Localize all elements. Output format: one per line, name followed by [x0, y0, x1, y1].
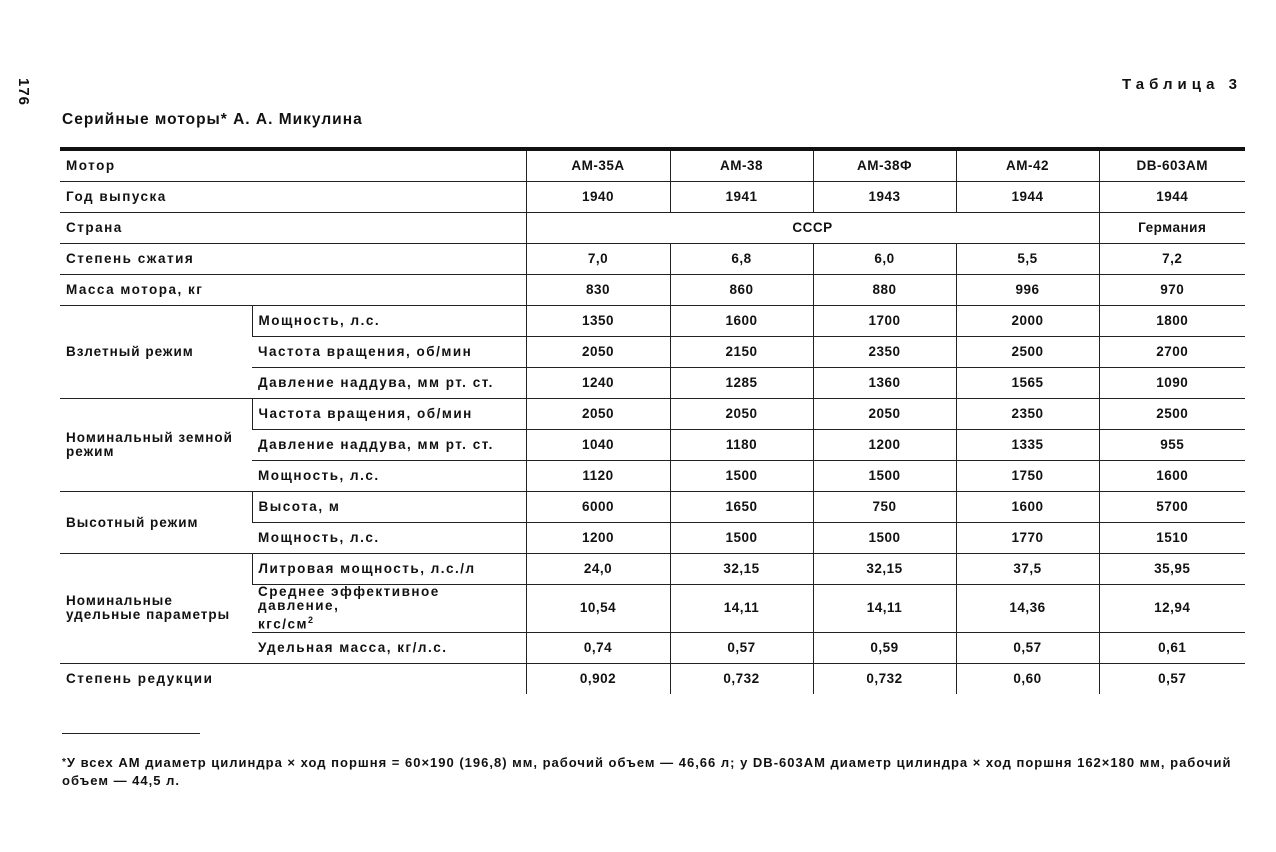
row-label: Частота вращения, об/мин [252, 337, 526, 368]
cell: 24,0 [526, 554, 670, 585]
cell: 2500 [1099, 399, 1245, 430]
cell: 2350 [956, 399, 1099, 430]
cell-country-ussr: СССР [526, 213, 1099, 244]
row-label: Степень редукции [66, 670, 214, 686]
cell: 37,5 [956, 554, 1099, 585]
cell: 1500 [670, 461, 813, 492]
cell: 1120 [526, 461, 670, 492]
table-row [60, 275, 1245, 306]
cell: 2150 [670, 337, 813, 368]
table-row [60, 182, 1245, 213]
header-engine: АМ-38Ф [813, 149, 956, 182]
cell: 32,15 [670, 554, 813, 585]
cell: 830 [526, 275, 670, 306]
row-label: Страна [60, 213, 526, 244]
cell: 1500 [813, 461, 956, 492]
cell: 750 [813, 492, 956, 523]
row-label: Высота, м [252, 492, 526, 523]
cell: 1600 [670, 306, 813, 337]
cell: 2050 [670, 399, 813, 430]
cell: 1941 [670, 182, 813, 213]
cell: 1940 [526, 182, 670, 213]
row-label-mep [252, 585, 526, 633]
cell: 0,732 [670, 663, 813, 694]
cell: 7,2 [1099, 244, 1245, 275]
cell: 14,36 [956, 585, 1099, 633]
cell: 1360 [813, 368, 956, 399]
cell: 0,59 [813, 632, 956, 663]
cell: 2700 [1099, 337, 1245, 368]
cell: 2350 [813, 337, 956, 368]
cell: 860 [670, 275, 813, 306]
cell: 970 [1099, 275, 1245, 306]
header-row [60, 149, 1245, 182]
cell: 14,11 [813, 585, 956, 633]
cell: 0,57 [670, 632, 813, 663]
cell: 1770 [956, 523, 1099, 554]
header-engine: АМ-35А [526, 149, 670, 182]
cell: 7,0 [526, 244, 670, 275]
cell: 1040 [526, 430, 670, 461]
header-motor: Мотор [60, 149, 526, 182]
cell: 2050 [526, 337, 670, 368]
row-label: Степень сжатия [60, 244, 526, 275]
group-label: Номинальный земной режим [60, 399, 252, 492]
cell: 0,732 [813, 663, 956, 694]
row-label: Мощность, л.с. [252, 306, 526, 337]
cell: 0,60 [956, 663, 1099, 694]
cell: 2050 [813, 399, 956, 430]
cell: 1943 [813, 182, 956, 213]
cell: 32,15 [813, 554, 956, 585]
cell: 5700 [1099, 492, 1245, 523]
cell: 1285 [670, 368, 813, 399]
cell: 1944 [1099, 182, 1245, 213]
cell: 880 [813, 275, 956, 306]
footnote-mark: * [62, 757, 67, 768]
cell: 2050 [526, 399, 670, 430]
table-row [60, 663, 1245, 694]
cell-country-germany: Германия [1099, 213, 1245, 244]
footnote [62, 754, 1247, 790]
cell: 5,5 [956, 244, 1099, 275]
cell: 1335 [956, 430, 1099, 461]
table-row [60, 492, 1245, 523]
row-label: Мощность, л.с. [252, 523, 526, 554]
row-label: Частота вращения, об/мин [252, 399, 526, 430]
cell: 1180 [670, 430, 813, 461]
mep-label: Среднее эффективное давление, [258, 584, 440, 613]
row-label: Литровая мощность, л.с./л [252, 554, 526, 585]
cell: 1750 [956, 461, 1099, 492]
table-row [60, 306, 1245, 337]
cell: 1090 [1099, 368, 1245, 399]
engines-table [60, 147, 1245, 694]
cell: 14,11 [670, 585, 813, 633]
cell: 2500 [956, 337, 1099, 368]
table-row [60, 554, 1245, 585]
cell: 1350 [526, 306, 670, 337]
page-number: 176 [15, 78, 32, 107]
group-label: Номинальные удельные параметры [60, 554, 252, 664]
cell: 1565 [956, 368, 1099, 399]
table-row [60, 213, 1245, 244]
cell: 10,54 [526, 585, 670, 633]
header-engine: DB-603АМ [1099, 149, 1245, 182]
header-engine: АМ-38 [670, 149, 813, 182]
cell: 0,57 [956, 632, 1099, 663]
cell: 0,902 [526, 663, 670, 694]
table-label: Таблица 3 [1121, 76, 1242, 93]
footnote-text: У всех АМ диаметр цилиндра × ход поршня = 60×190 (196,8) мм, рабочий объем — 46,66 л; у DB-603АМ диаметр цилиндра × ход поршня 162×180 мм, рабочий объем — 44,5 л. [62, 755, 1232, 788]
footnote-divider [62, 733, 200, 734]
cell: 1800 [1099, 306, 1245, 337]
group-label: Взлетный режим [60, 306, 252, 399]
row-label: Мощность, л.с. [252, 461, 526, 492]
table-title: Серийные моторы* А. А. Микулина [62, 111, 363, 128]
cell: 6,8 [670, 244, 813, 275]
cell: 1600 [956, 492, 1099, 523]
row-label: Удельная масса, кг/л.с. [252, 632, 526, 663]
row-label: Давление наддува, мм рт. ст. [252, 430, 526, 461]
table-row [60, 399, 1245, 430]
cell: 1240 [526, 368, 670, 399]
cell: 1944 [956, 182, 1099, 213]
cell: 955 [1099, 430, 1245, 461]
cell: 996 [956, 275, 1099, 306]
row-label: Масса мотора, кг [60, 275, 526, 306]
cell: 6,0 [813, 244, 956, 275]
cell: 2000 [956, 306, 1099, 337]
cell: 1650 [670, 492, 813, 523]
cell: 1700 [813, 306, 956, 337]
cell: 1200 [526, 523, 670, 554]
cell: 1200 [813, 430, 956, 461]
cell: 1600 [1099, 461, 1245, 492]
table-row [60, 244, 1245, 275]
cell: 1500 [670, 523, 813, 554]
cell: 35,95 [1099, 554, 1245, 585]
row-label: Давление наддува, мм рт. ст. [252, 368, 526, 399]
header-engine: АМ-42 [956, 149, 1099, 182]
cell: 0,57 [1099, 663, 1245, 694]
cell: 0,61 [1099, 632, 1245, 663]
cell: 0,74 [526, 632, 670, 663]
cell: 1500 [813, 523, 956, 554]
cell: 12,94 [1099, 585, 1245, 633]
group-label: Высотный режим [60, 492, 252, 554]
row-label: Год выпуска [60, 182, 526, 213]
mep-unit: кгс/см [258, 616, 308, 632]
cell: 1510 [1099, 523, 1245, 554]
cell: 6000 [526, 492, 670, 523]
mep-unit-sup: 2 [307, 615, 315, 625]
